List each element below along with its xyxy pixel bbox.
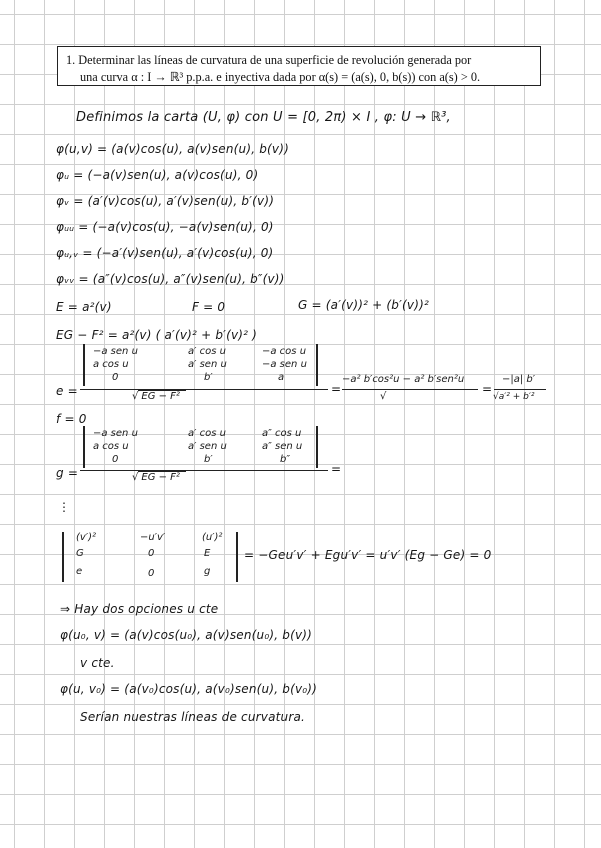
e-matrix-cell: −a sen u <box>93 346 138 357</box>
phi-u: φᵤ = (−a(v)sen(u), a(v)cos(u), 0) <box>56 168 259 182</box>
e-matrix-left-bar <box>83 344 85 386</box>
g-matrix-cell: a′ cos u <box>188 428 226 439</box>
phi-v: φᵥ = (a′(v)cos(u), a′(v)sen(u), b′(v)) <box>56 194 275 208</box>
phi-definition: φ(u,v) = (a(v)cos(u), a(v)sen(u), b(v)) <box>56 142 289 156</box>
g-label: g = <box>56 466 79 480</box>
g-matrix-cell: b′ <box>204 454 213 465</box>
phi-vv: φᵥᵥ = (a″(v)cos(u), a″(v)sen(u), b″(v)) <box>56 272 285 286</box>
e-sqrt-denominator: √ EG − F² <box>132 391 186 402</box>
det-cell: g <box>204 566 211 577</box>
e-matrix-cell: b′ <box>204 372 213 383</box>
det-cell: 0 <box>148 568 155 579</box>
g-matrix-cell: 0 <box>112 454 119 465</box>
g-fraction-line <box>80 470 328 471</box>
intro-line: Definimos la carta (U, φ) con U = [0, 2π) × I , φ: U → ℝ³, <box>76 110 451 125</box>
v-constant: v cte. <box>80 656 115 670</box>
e-result-denominator: √a′² + b′² <box>493 392 535 402</box>
g-matrix-left-bar <box>83 426 85 468</box>
det-cell: −u′v′ <box>140 532 166 543</box>
det-cell: G <box>76 548 84 559</box>
e-equals-2: = <box>482 382 493 396</box>
g-matrix-cell: a″ sen u <box>262 441 303 452</box>
g-matrix-cell: −a sen u <box>93 428 138 439</box>
problem-line-1: 1. Determinar las líneas de curvatura de una superficie de revolución generada por <box>66 53 472 67</box>
g-matrix-cell: a′ sen u <box>188 441 227 452</box>
det-result: = −Geu′v′ + Egu′v′ = u′v′ (Eg − Ge) = 0 <box>244 548 492 562</box>
g-equals: = <box>331 462 342 476</box>
e-fraction-line <box>80 389 328 390</box>
option-1: φ(u₀, v) = (a(v)cos(u₀), a(v)sen(u₀), b(v)) <box>60 628 313 642</box>
phi-uv: φᵤ,ᵥ = (−a′(v)sen(u), a′(v)cos(u), 0) <box>56 246 274 260</box>
e-expanded-fraction-line <box>342 389 478 390</box>
coef-G: G = (a′(v))² + (b′(v))² <box>298 298 429 312</box>
e-matrix-cell: −a sen u <box>262 359 307 370</box>
det-cell: E <box>204 548 211 559</box>
vertical-dots: ⋮ <box>58 500 71 514</box>
e-expanded-numerator: −a² b′cos²u − a² b′sen²u <box>342 374 465 385</box>
eg-minus-f2: EG − F² = a²(v) ( a′(v)² + b′(v)² ) <box>56 328 258 342</box>
problem-line-2: una curva α : I → ℝ³ p.p.a. e inyectiva dada por α(s) = (a(s), 0, b(s)) con a(s) > 0. <box>80 70 481 84</box>
e-matrix-cell: a <box>278 372 285 383</box>
e-expanded-denominator: √ <box>380 391 387 402</box>
options-line: ⇒ Hay dos opciones u cte <box>60 602 219 616</box>
det-cell: 0 <box>148 548 155 559</box>
e-matrix-right-bar <box>316 344 318 386</box>
e-result-numerator: −|a| b′ <box>502 374 536 385</box>
det-cell: (u′)² <box>202 532 223 543</box>
e-matrix-cell: a′ sen u <box>188 359 227 370</box>
problem-statement <box>57 46 541 86</box>
coef-F: F = 0 <box>192 300 226 314</box>
det-left-bar <box>62 532 64 582</box>
e-matrix-cell: −a cos u <box>262 346 307 357</box>
e-matrix-cell: a cos u <box>93 359 129 370</box>
phi-uu: φᵤᵤ = (−a(v)cos(u), −a(v)sen(u), 0) <box>56 220 274 234</box>
g-matrix-cell: b″ <box>280 454 291 465</box>
det-right-bar <box>236 532 238 582</box>
e-result-fraction-line <box>494 389 546 390</box>
g-matrix-cell: a cos u <box>93 441 129 452</box>
e-label: e = <box>56 384 78 398</box>
e-equals: = <box>331 382 342 396</box>
conclusion: Serían nuestras líneas de curvatura. <box>80 710 306 724</box>
det-cell: e <box>76 566 83 577</box>
coef-E: E = a²(v) <box>56 300 112 314</box>
e-matrix-cell: a′ cos u <box>188 346 226 357</box>
coef-f: f = 0 <box>56 412 87 426</box>
g-sqrt-denominator: √ EG − F² <box>132 472 186 483</box>
det-cell: (v′)² <box>76 532 96 543</box>
g-matrix-right-bar <box>316 426 318 468</box>
g-matrix-cell: a″ cos u <box>262 428 302 439</box>
option-2: φ(u, v₀) = (a(v₀)cos(u), a(v₀)sen(u), b(v₀)) <box>60 682 318 696</box>
e-matrix-cell: 0 <box>112 372 119 383</box>
